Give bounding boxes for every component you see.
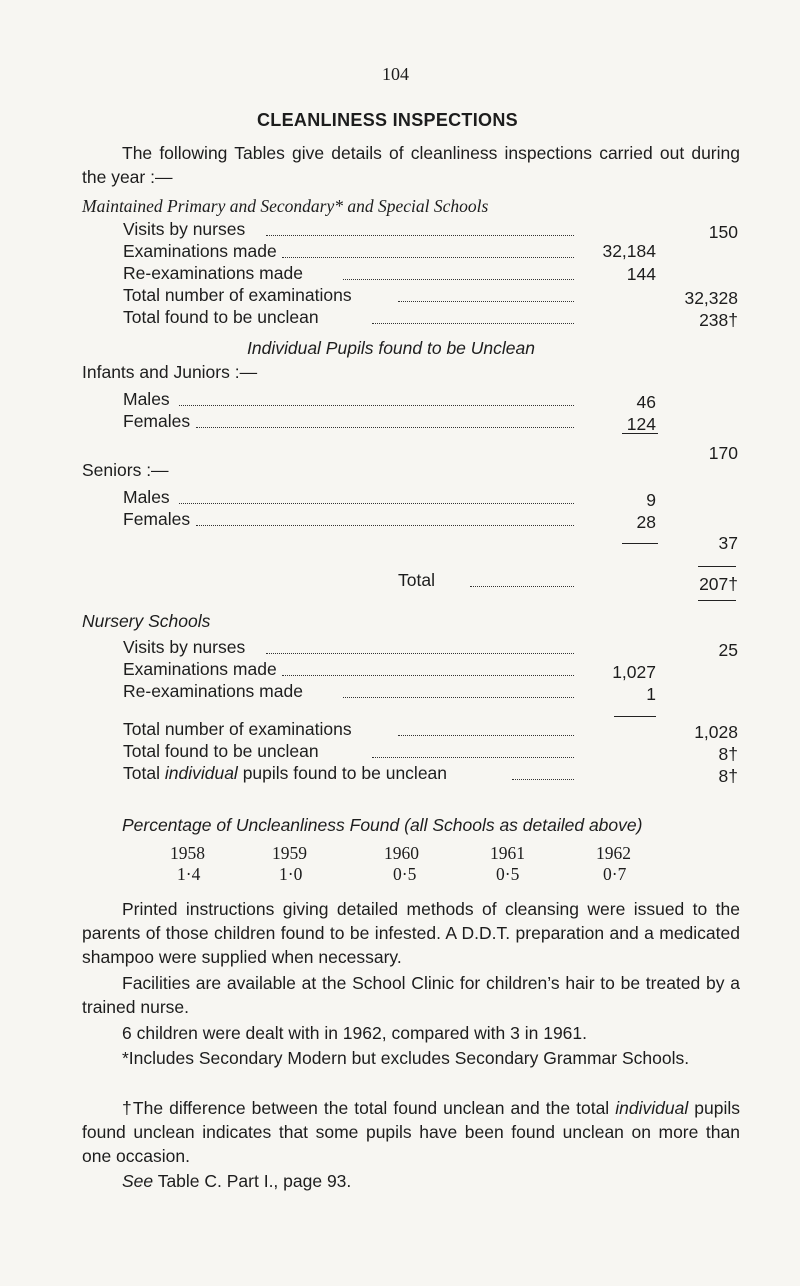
nursery-rule <box>614 716 656 717</box>
footnote-italic: individual <box>615 1098 689 1118</box>
leader-dots <box>470 586 574 587</box>
row-value: 8† <box>718 766 738 786</box>
leader-dots <box>372 757 574 758</box>
intro-paragraph: The following Tables give details of cleanliness inspections carried out during the year :— <box>82 143 740 187</box>
row-subvalue: 1,027 <box>612 662 656 682</box>
row-label: Visits by nurses <box>123 219 246 239</box>
subtotal-rule <box>622 543 658 544</box>
leader-dots <box>266 235 574 236</box>
see-italic: See <box>122 1171 154 1191</box>
leader-dots <box>196 525 574 526</box>
row-subvalue: 144 <box>626 264 656 284</box>
row-value: 32,328 <box>684 288 738 308</box>
leader-dots <box>282 257 574 258</box>
row-label: Total found to be unclean <box>123 307 319 327</box>
row-label: Re-examinations made <box>123 681 303 701</box>
row-value: 238† <box>699 310 738 330</box>
nursery-heading: Nursery Schools <box>82 611 211 631</box>
seniors-total: 37 <box>718 533 738 553</box>
label-post: pupils found to be unclean <box>242 763 448 783</box>
footnote-dagger <box>82 1096 740 1168</box>
row-label: Examinations made <box>123 659 277 679</box>
see-post: Table C. Part I., page 93. <box>157 1171 352 1191</box>
row-subvalue: 28 <box>636 512 656 532</box>
seniors-label: Seniors :— <box>82 460 169 480</box>
value-cell: 0·5 <box>393 864 417 884</box>
leader-dots <box>196 427 574 428</box>
row-label: Males <box>123 389 170 409</box>
footnote-post: pupils found unclean indicates that some pupils have been found unclean on more than one occasion. <box>82 1098 740 1166</box>
row-label: Re-examinations made <box>123 263 303 283</box>
year-cell: 1958 <box>170 843 205 863</box>
total-label: Total <box>398 570 435 590</box>
label-pre: Total <box>123 763 160 783</box>
year-cell: 1962 <box>596 843 631 863</box>
value-cell: 1·0 <box>279 864 303 884</box>
row-label: Total number of examinations <box>123 285 352 305</box>
subtotal-rule <box>622 433 658 434</box>
row-label: Females <box>123 411 191 431</box>
see-table-reference <box>82 1169 740 1193</box>
infants-total: 170 <box>708 443 738 463</box>
facilities-paragraph: Facilities are available at the School Clinic for children’s hair to be treated by a trained nurse. <box>82 973 740 1017</box>
row-subvalue: 46 <box>636 392 656 412</box>
infants-label: Infants and Juniors :— <box>82 362 258 382</box>
row-label: Total found to be unclean <box>123 741 319 761</box>
year-cell: 1960 <box>384 843 419 863</box>
value-cell: 0·7 <box>603 864 627 884</box>
label-italic: individual <box>164 763 238 783</box>
percentage-heading: Percentage of Uncleanliness Found (all Schools as detailed above) <box>122 815 643 835</box>
total-rule-top <box>698 566 736 567</box>
page-title: CLEANLINESS INSPECTIONS <box>257 110 518 130</box>
row-value: 25 <box>718 640 738 660</box>
value-cell: 1·4 <box>177 864 201 884</box>
row-subvalue: 1 <box>646 684 656 704</box>
row-label: Total number of examinations <box>123 719 352 739</box>
primary-heading: Maintained Primary and Secondary* and Special Schools <box>82 196 489 216</box>
row-label: Visits by nurses <box>123 637 246 657</box>
row-label: Males <box>123 487 170 507</box>
total-rule-bottom <box>698 600 736 601</box>
row-label: Females <box>123 509 191 529</box>
year-cell: 1959 <box>272 843 307 863</box>
footnote-asterisk: *Includes Secondary Modern but excludes Secondary Grammar Schools. <box>122 1048 690 1068</box>
leader-dots <box>343 697 574 698</box>
row-value: 8† <box>718 744 738 764</box>
leader-dots <box>372 323 574 324</box>
row-value: 150 <box>708 222 738 242</box>
value-cell: 0·5 <box>496 864 520 884</box>
children-dealt-paragraph: 6 children were dealt with in 1962, compared with 3 in 1961. <box>122 1023 587 1043</box>
row-value: 1,028 <box>694 722 738 742</box>
leader-dots <box>512 779 574 780</box>
leader-dots <box>266 653 574 654</box>
row-label: Examinations made <box>123 241 277 261</box>
instructions-paragraph: Printed instructions giving detailed methods of cleansing were issued to the parents of those children found to be infested. A D.D.T. preparation and a medicated shampoo were supplied when necessary. <box>82 899 740 967</box>
individual-heading: Individual Pupils found to be Unclean <box>247 338 535 358</box>
footnote-pre: †The difference between the total found unclean and the total <box>122 1098 610 1118</box>
row-subvalue: 9 <box>646 490 656 510</box>
leader-dots <box>282 675 574 676</box>
leader-dots <box>398 735 574 736</box>
leader-dots <box>398 301 574 302</box>
leader-dots <box>343 279 574 280</box>
total-value: 207† <box>699 574 738 594</box>
page-number: 104 <box>382 64 409 84</box>
leader-dots <box>179 405 574 406</box>
row-label <box>123 763 447 784</box>
leader-dots <box>179 503 574 504</box>
row-subvalue: 32,184 <box>602 241 656 261</box>
year-cell: 1961 <box>490 843 525 863</box>
row-subvalue: 124 <box>626 414 656 434</box>
